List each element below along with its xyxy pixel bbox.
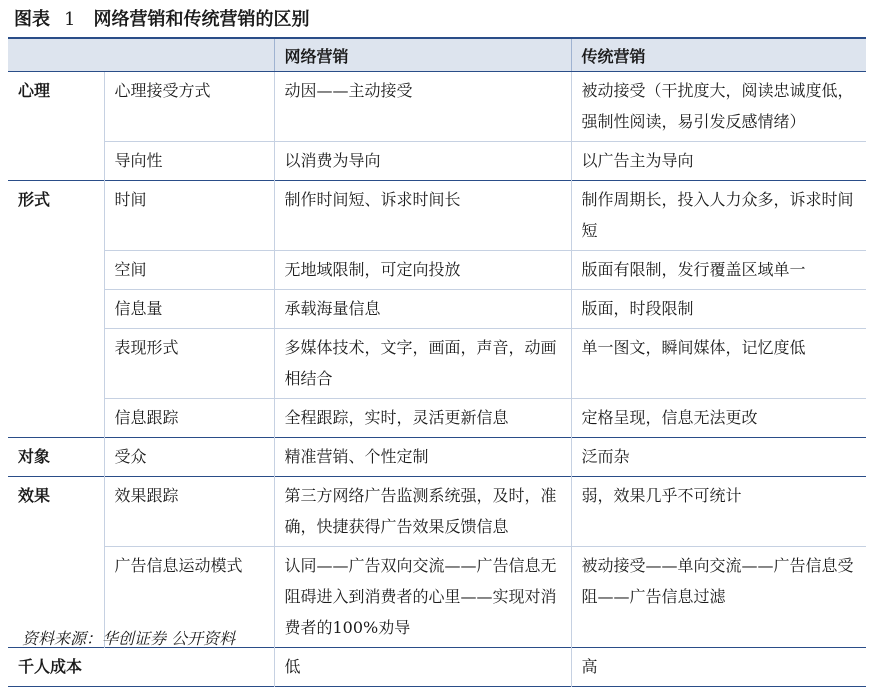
row-network: 以消费为导向: [274, 142, 571, 181]
row-traditional: 高: [571, 648, 866, 687]
table-row: [8, 142, 866, 181]
table-row: [8, 399, 866, 438]
row-category: 对象: [8, 438, 104, 477]
table-row: [8, 438, 866, 477]
row-traditional: 弱，效果几乎不可统计: [571, 477, 866, 547]
row-category: [8, 251, 104, 290]
row-traditional: 被动接受（干扰度大，阅读忠诚度低，强制性阅读，易引发反感情绪）: [571, 72, 866, 142]
row-item: 信息跟踪: [104, 399, 274, 438]
table-row: [8, 290, 866, 329]
row-traditional: 被动接受——单向交流——广告信息受阻——广告信息过滤: [571, 547, 866, 648]
figure-title: [14, 6, 309, 34]
row-item: 表现形式: [104, 329, 274, 399]
comparison-table: [8, 37, 866, 687]
row-category: [8, 329, 104, 399]
row-item: 受众: [104, 438, 274, 477]
row-network: 动因——主动接受: [274, 72, 571, 142]
figure-title-text: 网络营销和传统营销的区别: [93, 9, 310, 30]
header-blank: [8, 38, 274, 72]
table-row: [8, 181, 866, 251]
row-item: 广告信息运动模式: [104, 547, 274, 648]
source-note: 资料来源：华创证券 公开资料: [22, 629, 236, 648]
table-row: [8, 648, 866, 687]
row-network: 第三方网络广告监测系统强，及时，准确，快捷获得广告效果反馈信息: [274, 477, 571, 547]
row-network: 精准营销、个性定制: [274, 438, 571, 477]
row-network: 无地域限制，可定向投放: [274, 251, 571, 290]
row-category: 心理: [8, 72, 104, 142]
row-network: 承载海量信息: [274, 290, 571, 329]
figure-label: 图表: [14, 9, 50, 30]
row-network: 制作时间短、诉求时间长: [274, 181, 571, 251]
row-traditional: 定格呈现，信息无法更改: [571, 399, 866, 438]
row-category: [8, 399, 104, 438]
table-row: [8, 72, 866, 142]
row-traditional: 泛而杂: [571, 438, 866, 477]
row-category: 效果: [8, 477, 104, 547]
row-traditional: 版面有限制，发行覆盖区域单一: [571, 251, 866, 290]
table-row: [8, 477, 866, 547]
row-traditional: 单一图文，瞬间媒体，记忆度低: [571, 329, 866, 399]
row-network: 认同——广告双向交流——广告信息无阻碍进入到消费者的心里——实现对消费者的100%劝导: [274, 547, 571, 648]
row-item: 信息量: [104, 290, 274, 329]
row-item: 空间: [104, 251, 274, 290]
figure-number: 1: [64, 9, 76, 30]
header-traditional: 传统营销: [571, 38, 866, 72]
header-network: 网络营销: [274, 38, 571, 72]
row-item: 效果跟踪: [104, 477, 274, 547]
table-header-row: [8, 38, 866, 72]
row-network: 低: [274, 648, 571, 687]
row-item: 时间: [104, 181, 274, 251]
row-category: [8, 290, 104, 329]
row-traditional: 制作周期长，投入人力众多，诉求时间短: [571, 181, 866, 251]
row-category: [8, 142, 104, 181]
row-traditional: 以广告主为导向: [571, 142, 866, 181]
table-row: [8, 329, 866, 399]
row-item: 心理接受方式: [104, 72, 274, 142]
row-item: 导向性: [104, 142, 274, 181]
row-traditional: 版面，时段限制: [571, 290, 866, 329]
row-category: 千人成本: [8, 648, 274, 687]
row-network: 全程跟踪，实时，灵活更新信息: [274, 399, 571, 438]
row-network: 多媒体技术，文字，画面，声音，动画相结合: [274, 329, 571, 399]
row-category: 形式: [8, 181, 104, 251]
table-row: [8, 251, 866, 290]
